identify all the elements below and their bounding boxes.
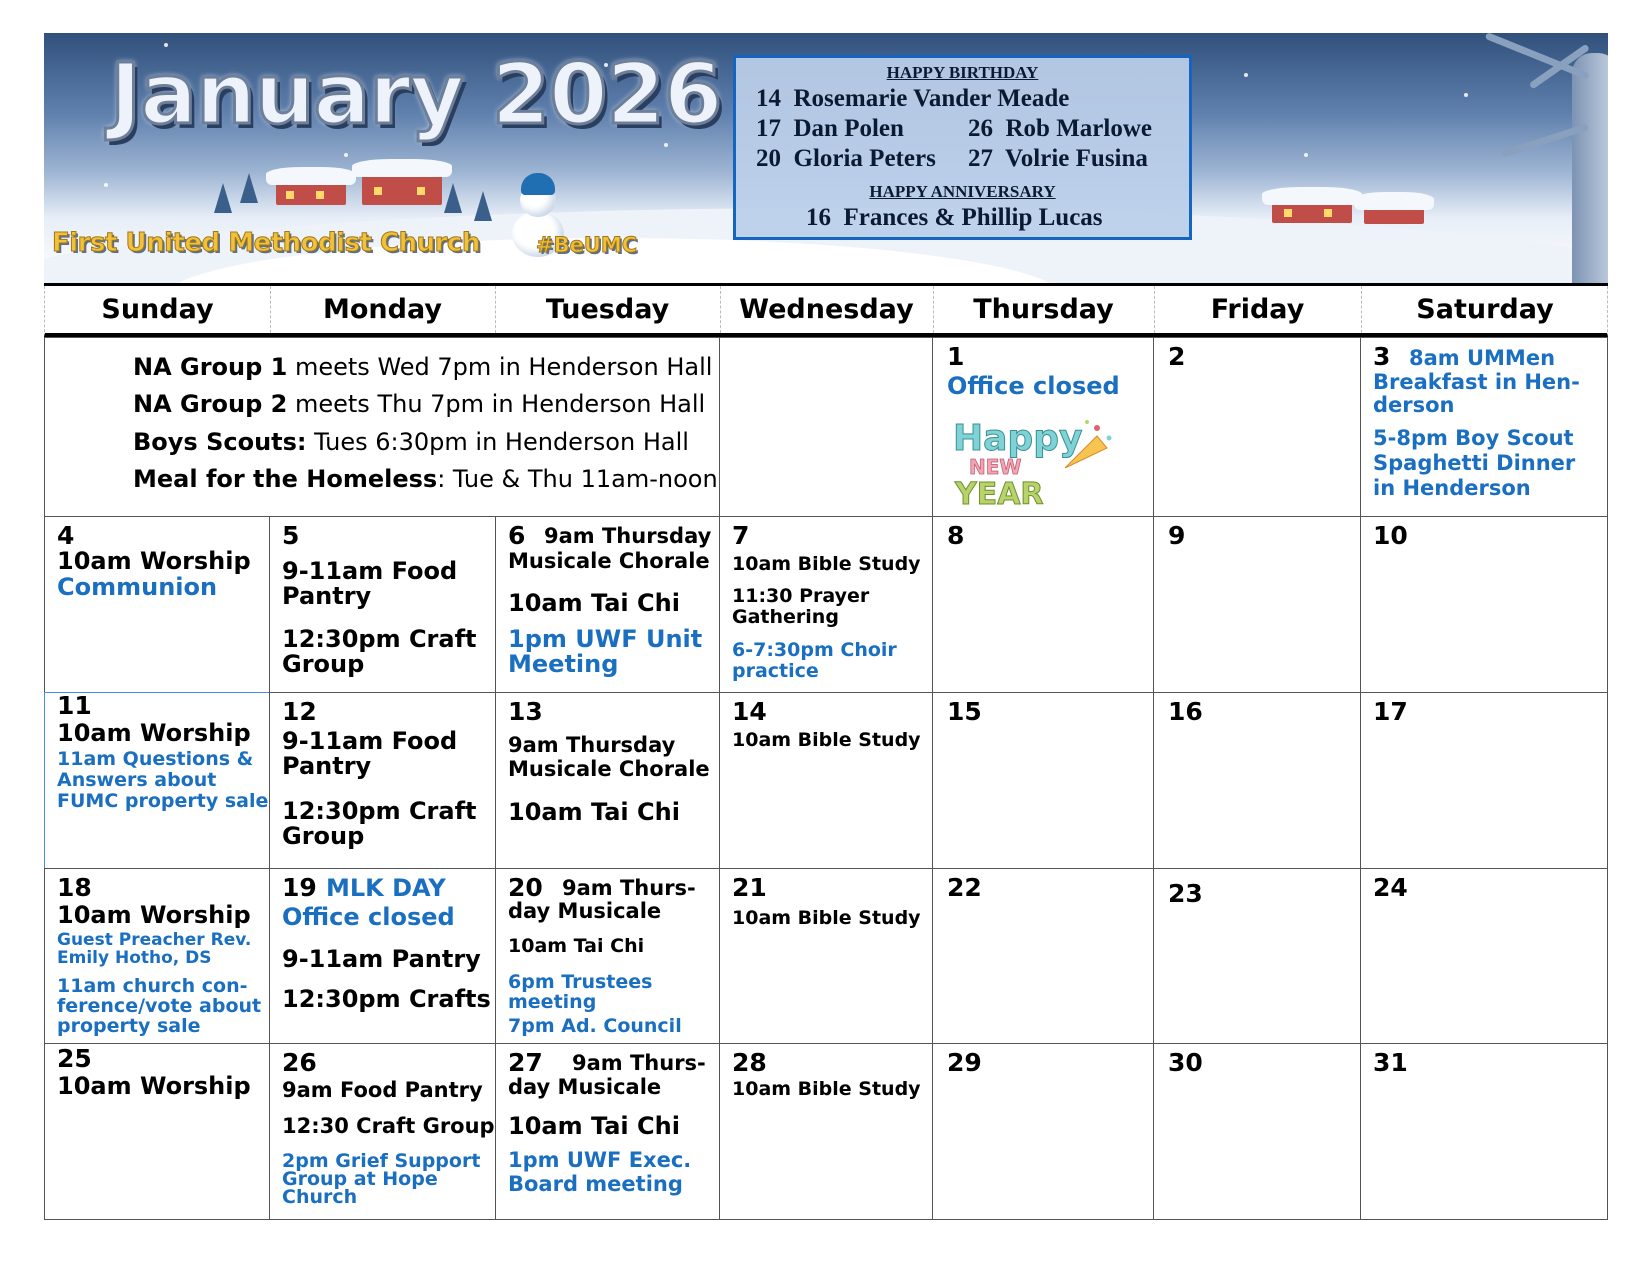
day-number: 5	[282, 521, 300, 550]
empty-day-cell	[719, 337, 933, 517]
event-text: 9am Thursday	[544, 524, 712, 548]
weekday-thursday: Thursday	[973, 294, 1114, 325]
day-number: 1	[947, 342, 965, 371]
note-na-group-2: NA Group 2 meets Thu 7pm in Henderson Hall	[133, 390, 706, 418]
day-number: 4	[57, 521, 75, 550]
event-text: Musicale Chorale	[508, 549, 710, 573]
day-cell-13	[495, 692, 720, 869]
event-text: 11am Questions &	[57, 748, 254, 770]
event-text: 10am Bible Study	[732, 553, 921, 575]
day-number: 31	[1373, 1048, 1408, 1077]
day-cell-26	[269, 1043, 496, 1220]
event-text: 10am Worship	[57, 901, 251, 929]
event-text: 9am Thurs-	[562, 876, 696, 900]
day-number: 2	[1168, 342, 1186, 371]
event-text: 10am Bible Study	[732, 907, 921, 929]
event-text: Group	[282, 822, 365, 850]
day-cell-30	[1153, 1043, 1361, 1220]
event-text: ference/vote about	[57, 995, 262, 1017]
day-cell-14	[719, 692, 933, 869]
event-text: 10am Worship	[57, 719, 251, 747]
event-text: 9am Food Pantry	[282, 1078, 483, 1102]
event-text: 9-11am Pantry	[282, 945, 481, 973]
day-number: 23	[1168, 879, 1203, 908]
event-text: Musicale Chorale	[508, 757, 710, 781]
day-cell-17	[1360, 692, 1608, 869]
house-icon	[1364, 208, 1424, 224]
weekday-saturday: Saturday	[1416, 294, 1554, 325]
day-number: 10	[1373, 521, 1408, 550]
event-text: Pantry	[282, 752, 372, 780]
event-text: Emily Hotho, DS	[57, 948, 212, 968]
weekday-header-row	[44, 286, 1608, 337]
day-number: 28	[732, 1048, 767, 1077]
day-cell-1	[932, 337, 1154, 517]
day-cell-27	[495, 1043, 720, 1220]
event-text: 5-8pm Boy Scout	[1373, 426, 1574, 450]
event-text: 10am Tai Chi	[508, 1112, 680, 1140]
day-number: 18	[57, 873, 92, 902]
header-banner	[44, 33, 1608, 283]
event-text: 10am Bible Study	[732, 729, 921, 751]
house-icon	[1272, 203, 1352, 223]
day-number: 7	[732, 521, 750, 550]
event-text: Gathering	[732, 606, 839, 628]
event-text: 12:30pm Craft	[282, 797, 477, 825]
day-number: 27	[508, 1048, 543, 1077]
church-name: First United Methodist Church	[52, 228, 480, 258]
day-cell-20	[495, 868, 720, 1044]
day-cell-23	[1153, 868, 1361, 1044]
day-number: 14	[732, 697, 767, 726]
event-text: 12:30 Craft Group	[282, 1114, 495, 1138]
note-boy-scouts: Boys Scouts: Tues 6:30pm in Henderson Hall	[133, 428, 689, 456]
event-text: 10am Bible Study	[732, 1078, 921, 1100]
birthday-entry: 27 Volrie Fusina	[968, 145, 1148, 172]
event-text: Answers about	[57, 769, 217, 791]
event-text: Group at Hope	[282, 1168, 438, 1190]
day-number: 26	[282, 1048, 317, 1077]
event-text: 10am Worship	[57, 547, 251, 575]
day-cell-6	[495, 516, 720, 693]
day-cell-3	[1360, 337, 1608, 517]
day-cell-29	[932, 1043, 1154, 1220]
event-text: 1pm UWF Unit	[508, 625, 703, 653]
day-number: 21	[732, 873, 767, 902]
anniversary-entry: 16 Frances & Phillip Lucas	[806, 204, 1103, 231]
event-text: FUMC property sale	[57, 790, 269, 812]
day-cell-18	[44, 868, 270, 1044]
hashtag: #BeUMC	[536, 233, 638, 257]
day-cell-24	[1360, 868, 1608, 1044]
weekday-monday: Monday	[323, 294, 442, 325]
event-text: Pantry	[282, 582, 372, 610]
event-text: Communion	[57, 573, 218, 601]
day-number: 8	[947, 521, 965, 550]
day-number: 9	[1168, 521, 1186, 550]
day-number: 11	[57, 692, 92, 720]
day-cell-11	[44, 692, 270, 869]
day-cell-21	[719, 868, 933, 1044]
event-text: 10am Tai Chi	[508, 589, 680, 617]
event-text: 12:30pm Craft	[282, 625, 477, 653]
day-number: 24	[1373, 873, 1408, 902]
event-text: MLK DAY	[326, 874, 446, 902]
day-cell-9	[1153, 516, 1361, 693]
day-cell-22	[932, 868, 1154, 1044]
event-text: Office closed	[282, 903, 455, 931]
event-text: meeting	[508, 991, 597, 1013]
event-text: Board meeting	[508, 1172, 683, 1196]
house-icon	[362, 175, 442, 205]
birthday-entry: 26 Rob Marlowe	[968, 115, 1152, 142]
event-text: 10am Tai Chi	[508, 935, 645, 957]
day-cell-19	[269, 868, 496, 1044]
event-text: Church	[282, 1186, 358, 1208]
birthday-entry: 20 Gloria Peters	[756, 145, 936, 172]
anniversary-heading: HAPPY ANNIVERSARY	[869, 182, 1056, 201]
day-cell-28	[719, 1043, 933, 1220]
weekday-wednesday: Wednesday	[739, 294, 914, 325]
svg-text:Happy: Happy	[953, 418, 1083, 459]
event-text: practice	[732, 660, 819, 682]
day-number: 12	[282, 697, 317, 726]
notes-cell	[44, 337, 720, 517]
day-cell-16	[1153, 692, 1361, 869]
pine-tree-icon	[444, 183, 462, 213]
day-number: 25	[57, 1044, 92, 1073]
event-text: 9am Thurs-	[572, 1051, 706, 1075]
event-text: Meeting	[508, 650, 619, 678]
day-cell-31	[1360, 1043, 1608, 1220]
event-text: day Musicale	[508, 1075, 662, 1099]
day-number: 16	[1168, 697, 1203, 726]
note-meal-homeless: Meal for the Homeless: Tue & Thu 11am-noon	[133, 465, 718, 493]
day-cell-25	[44, 1043, 270, 1220]
event-text: Breakfast in Hen-	[1373, 370, 1580, 394]
event-text: property sale	[57, 1015, 201, 1037]
event-text: 6-7:30pm Choir	[732, 639, 897, 661]
day-cell-7	[719, 516, 933, 693]
event-text: 11am church con-	[57, 975, 248, 997]
birthday-entry: 14 Rosemarie Vander Meade	[756, 85, 1070, 112]
day-number: 29	[947, 1048, 982, 1077]
day-number: 19	[282, 873, 317, 902]
pine-tree-icon	[474, 191, 492, 221]
event-text: Guest Preacher Rev.	[57, 930, 252, 950]
svg-text:NEW: NEW	[969, 455, 1022, 479]
event-text: 1pm UWF Exec.	[508, 1148, 692, 1172]
event-text: 9-11am Food	[282, 557, 458, 585]
event-text: 10am Tai Chi	[508, 798, 680, 826]
day-cell-5	[269, 516, 496, 693]
house-icon	[276, 183, 346, 205]
event-text: 10am Worship	[57, 1072, 251, 1100]
day-number: 3	[1373, 342, 1391, 371]
pine-tree-icon	[240, 173, 258, 203]
birthday-entry: 17 Dan Polen	[756, 115, 904, 142]
event-text: Group	[282, 650, 365, 678]
pine-tree-icon	[214, 183, 232, 213]
day-number: 6	[508, 521, 526, 550]
event-text: Spaghetti Dinner	[1373, 451, 1576, 475]
day-number: 22	[947, 873, 982, 902]
day-cell-15	[932, 692, 1154, 869]
day-number: 17	[1373, 697, 1408, 726]
day-number: 13	[508, 697, 543, 726]
day-cell-4	[44, 516, 270, 693]
event-text: 9am Thursday	[508, 733, 676, 757]
event-text: 9-11am Food	[282, 727, 458, 755]
day-cell-12	[269, 692, 496, 869]
event-text: day Musicale	[508, 899, 662, 923]
event-text: 7pm Ad. Council	[508, 1015, 682, 1037]
snowy-tree-icon	[1478, 33, 1608, 283]
calendar-title: January 2026	[110, 45, 722, 143]
day-number: 30	[1168, 1048, 1203, 1077]
event-office-closed: Office closed	[947, 372, 1120, 400]
weekday-sunday: Sunday	[101, 294, 214, 325]
weekday-tuesday: Tuesday	[545, 294, 670, 325]
birthday-heading: HAPPY BIRTHDAY	[886, 63, 1039, 82]
event-text: 12:30pm Crafts	[282, 985, 491, 1013]
svg-text:YEAR: YEAR	[955, 477, 1044, 508]
event-text: 11:30 Prayer	[732, 585, 870, 607]
day-cell-2	[1153, 337, 1361, 517]
note-na-group-1: NA Group 1 meets Wed 7pm in Henderson Hall	[133, 353, 713, 381]
day-cell-10	[1360, 516, 1608, 693]
event-text: 8am UMMen	[1409, 346, 1556, 370]
event-text: derson	[1373, 393, 1455, 417]
day-cell-8	[932, 516, 1154, 693]
happy-new-year-graphic	[947, 408, 1117, 508]
celebrations-box	[733, 55, 1192, 240]
event-text: in Henderson	[1373, 476, 1531, 500]
event-text: 2pm Grief Support	[282, 1150, 481, 1172]
weekday-friday: Friday	[1210, 294, 1305, 325]
day-number: 20	[508, 873, 543, 902]
event-text: 6pm Trustees	[508, 971, 653, 993]
day-number: 15	[947, 697, 982, 726]
